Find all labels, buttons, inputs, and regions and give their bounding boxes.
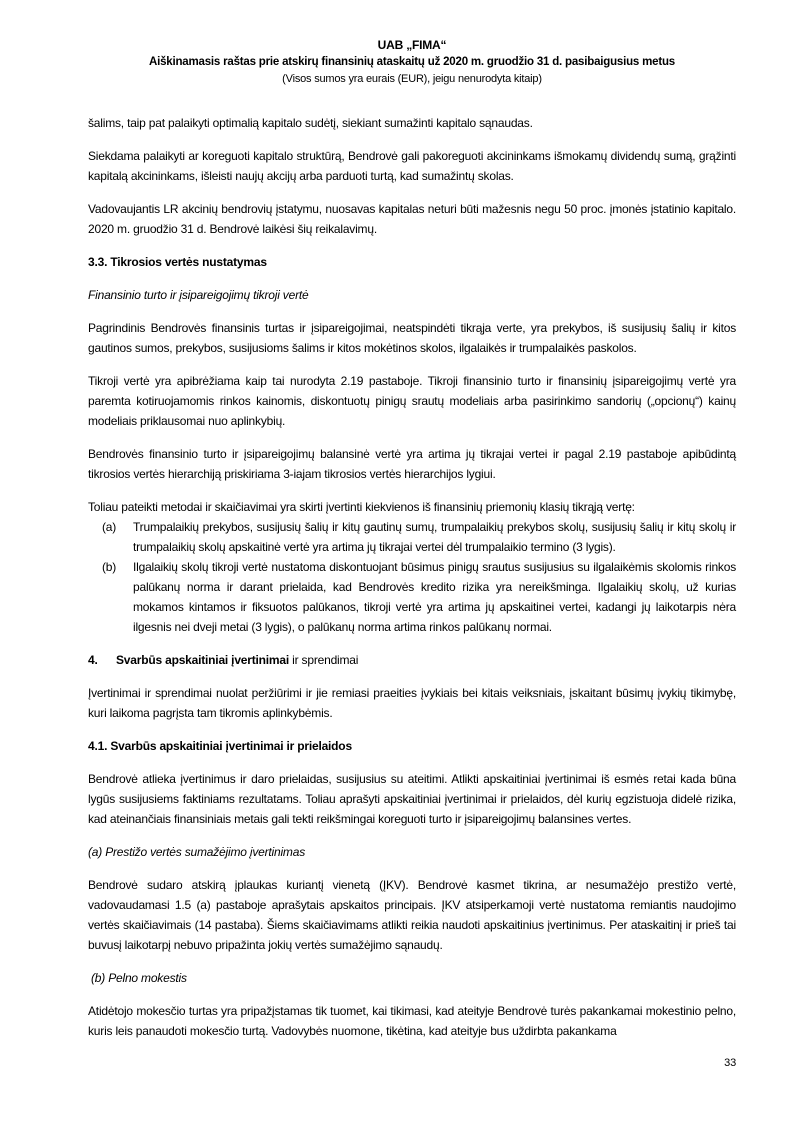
- list-item-a-text: Trumpalaikių prekybos, susijusių šalių ir kitų gautinų sumų, trumpalaikių prekybos skolų, susijusių šalių ir kitų skolų ir trumpalaikių skolų apskaitinė vertė yra artima jų tikrajai vertei dėl trumpalaikio termino (3 lygis).: [133, 520, 736, 554]
- heading-section-4-bold: Svarbūs apskaitiniai įvertinimai: [116, 653, 290, 667]
- heading-section-4-1: 4.1. Svarbūs apskaitiniai įvertinimai ir prielaidos: [88, 739, 352, 753]
- page-number: 33: [724, 1057, 736, 1069]
- paragraph-deferred-tax: Atidėtojo mokesčio turtas yra pripažįstamas tik tuomet, kai tikimasi, kad ateityje Bendrovė turės pakankamai mokestinio pelno, kuris leis panaudoti mokesčio turtą. Vadovybės nuomone, tikėtina, kad ateityje bus uždirbta pakankama: [88, 1004, 736, 1038]
- paragraph-legal-requirement: Vadovaujantis LR akcinių bendrovių įstatymu, nuosavas kapitalas neturi būti mažesnis negu 50 proc. įmonės įstatinio kapitalo. 2020 m. gruodžio 31 d. Bendrovė laikėsi šių reikalavimų.: [88, 202, 736, 236]
- document-header: [88, 37, 736, 87]
- heading-income-tax: (b) Pelno mokestis: [91, 971, 187, 985]
- heading-goodwill-impairment: (a) Prestižo vertės sumažėjimo įvertinimas: [88, 845, 305, 859]
- list-item-b: [88, 557, 736, 637]
- list-item-a: [88, 517, 736, 557]
- paragraph-capital-structure: Siekdama palaikyti ar koreguoti kapitalo struktūrą, Bendrovė gali pakoreguoti akcininkams išmokamų dividendų sumą, grąžinti kapitalą akcininkams, išleisti naujų akcijų arba parduoti turtą, kad sumažintų skolas.: [88, 149, 736, 183]
- paragraph-methods-intro: Toliau pateikti metodai ir skaičiavimai yra skirti įvertinti kiekvienos iš finansinių priemonių klasių tikrąją vertę:: [88, 500, 635, 514]
- paragraph-main-assets: Pagrindinis Bendrovės finansinis turtas ir įsipareigojimai, neatspindėti tikrąja verte, yra prekybos, iš susijusių šalių ir kitos gautinos sumos, prekybos, susijusioms šalims ir kitos mokėtinos skolos, ilgalaikės ir trumpalaikės paskolos.: [88, 321, 736, 355]
- heading-fair-value: Finansinio turto ir įsipareigojimų tikroji vertė: [88, 288, 309, 302]
- document-body: [88, 113, 736, 1041]
- paragraph-capital-costs: šalims, taip pat palaikyti optimalią kapitalo sudėtį, siekiant sumažinti kapitalo sąnaudas.: [88, 116, 533, 130]
- paragraph-fair-value-definition: Tikroji vertė yra apibrėžiama kaip tai nurodyta 2.19 pastaboje. Tikroji finansinio turto ir finansinių įsipareigojimų vertė yra paremta kotiruojamomis rinkos kainomis, diskontuotų pinigų srautų modeliais arba pasirinkimo sandorių („opcionų“) kainų modeliais priklausomai nuo aplinkybių.: [88, 374, 736, 428]
- paragraph-book-value: Bendrovės finansinio turto ir įsipareigojimų balansinė vertė yra artima jų tikrajai vertei ir pagal 2.19 pastaboje apibūdintą tikrosios vertės hierarchiją priskiriama 3-iajam tikrosios vertės hierarchijos lygiui.: [88, 447, 736, 481]
- fair-value-methods-list: [88, 517, 736, 637]
- document-subtitle: (Visos sumos yra eurais (EUR), jeigu nenurodyta kitaip): [282, 73, 542, 85]
- heading-section-4-number: 4.: [88, 653, 98, 667]
- paragraph-estimates-assumptions: Bendrovė atlieka įvertinimus ir daro prielaidas, susijusius su ateitimi. Atlikti apskaitiniai įvertinimai iš esmės retai kada būna lygūs susijusiems faktiniams rezultatams. Toliau aprašyti apskaitiniai įvertinimai ir prielaidos, dėl kurių egzistuoja didelė rizika, kad ateinančiais finansiniais metais gali tekti reikšmingai koreguoti turto ir įsipareigojimų balansines vertes.: [88, 772, 736, 826]
- company-name: UAB „FIMA“: [377, 38, 447, 52]
- list-marker-b: (b): [102, 560, 117, 574]
- heading-section-4-regular: ir sprendimai: [289, 653, 359, 667]
- list-item-b-text: Ilgalaikių skolų tikroji vertė nustatoma diskontuojant būsimus pinigų srautus susijusius su ilgalaikėmis skolomis rinkos palūkanų norma ir darant prielaida, kad Bendrovės kredito rizika yra nereikšminga. Ilgalaikių skolų, už kurias mokamos kintamos ir fiksuotos palūkanos, tikroji vertė yra artima jų apskaitinei vertei, kadangi jų laikotarpis nėra ilgesnis nei dveji metai (3 lygis), o palūkanų norma artima rinkos palūkanų normai.: [133, 560, 736, 634]
- list-marker-a: (a): [102, 520, 117, 534]
- paragraph-estimates-reviewed: Įvertinimai ir sprendimai nuolat peržiūrimi ir jie remiasi praeities įvykiais bei kitais veiksniais, įskaitant būsimų įvykių tikimybę, kuri laikoma pagrįsta tam tikromis aplinkybėmis.: [88, 686, 736, 720]
- paragraph-goodwill: Bendrovė sudaro atskirą įplaukas kuriantį vienetą (ĮKV). Bendrovė kasmet tikrina, ar nesumažėjo prestižo vertė, vadovaudamasi 1.5 (a) pastaboje aprašytais apskaitos principais. ĮKV atsiperkamoji vertė nustatoma remiantis naudojimo vertės skaičiavimais (14 pastaba). Šiems skaičiavimams atlikti reikia naudoti apskaitinius įvertinimus. Per ataskaitinį ir prieš tai buvusį laikotarpį nebuvo pripažinta jokių vertės sumažėjimo sąnaudų.: [88, 878, 736, 952]
- document-title: Aiškinamasis raštas prie atskirų finansinių ataskaitų už 2020 m. gruodžio 31 d. pasibaigusius metus: [149, 56, 675, 68]
- heading-section-4: [88, 650, 736, 670]
- heading-section-3-3: 3.3. Tikrosios vertės nustatymas: [88, 255, 267, 269]
